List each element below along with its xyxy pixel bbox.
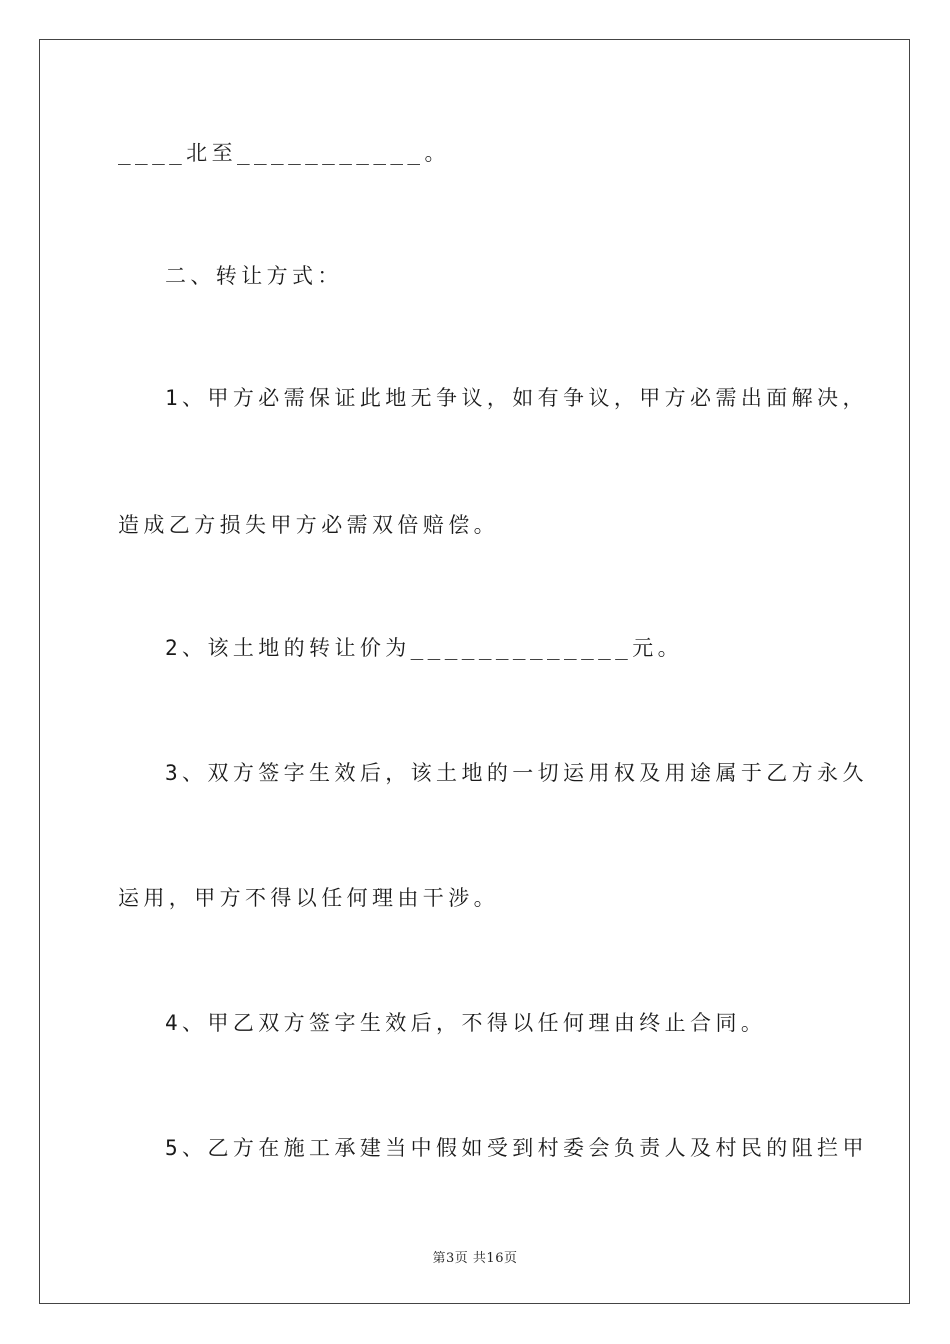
page-number-footer: 第3页 共16页 — [432, 1251, 518, 1266]
clause-3-line-1: 3、双方签字生效后，该土地的一切运用权及用途属于乙方永久 — [165, 761, 868, 785]
clause-1-line-2: 造成乙方损失甲方必需双倍赔偿。 — [118, 513, 499, 537]
clause-1-line-1: 1、甲方必需保证此地无争议，如有争议，甲方必需出面解决， — [165, 386, 868, 410]
section-heading-transfer-method: 二、转让方式： — [165, 264, 343, 288]
clause-5-line-1: 5、乙方在施工承建当中假如受到村委会负责人及村民的阻拦甲 — [165, 1136, 868, 1160]
clause-2-transfer-price: 2、该土地的转让价为_____________元。 — [165, 636, 684, 660]
boundary-north-line: ____北至___________。 — [118, 141, 450, 165]
clause-4: 4、甲乙双方签字生效后，不得以任何理由终止合同。 — [165, 1011, 767, 1035]
page-border — [39, 39, 910, 1304]
clause-3-line-2: 运用，甲方不得以任何理由干涉。 — [118, 886, 499, 910]
